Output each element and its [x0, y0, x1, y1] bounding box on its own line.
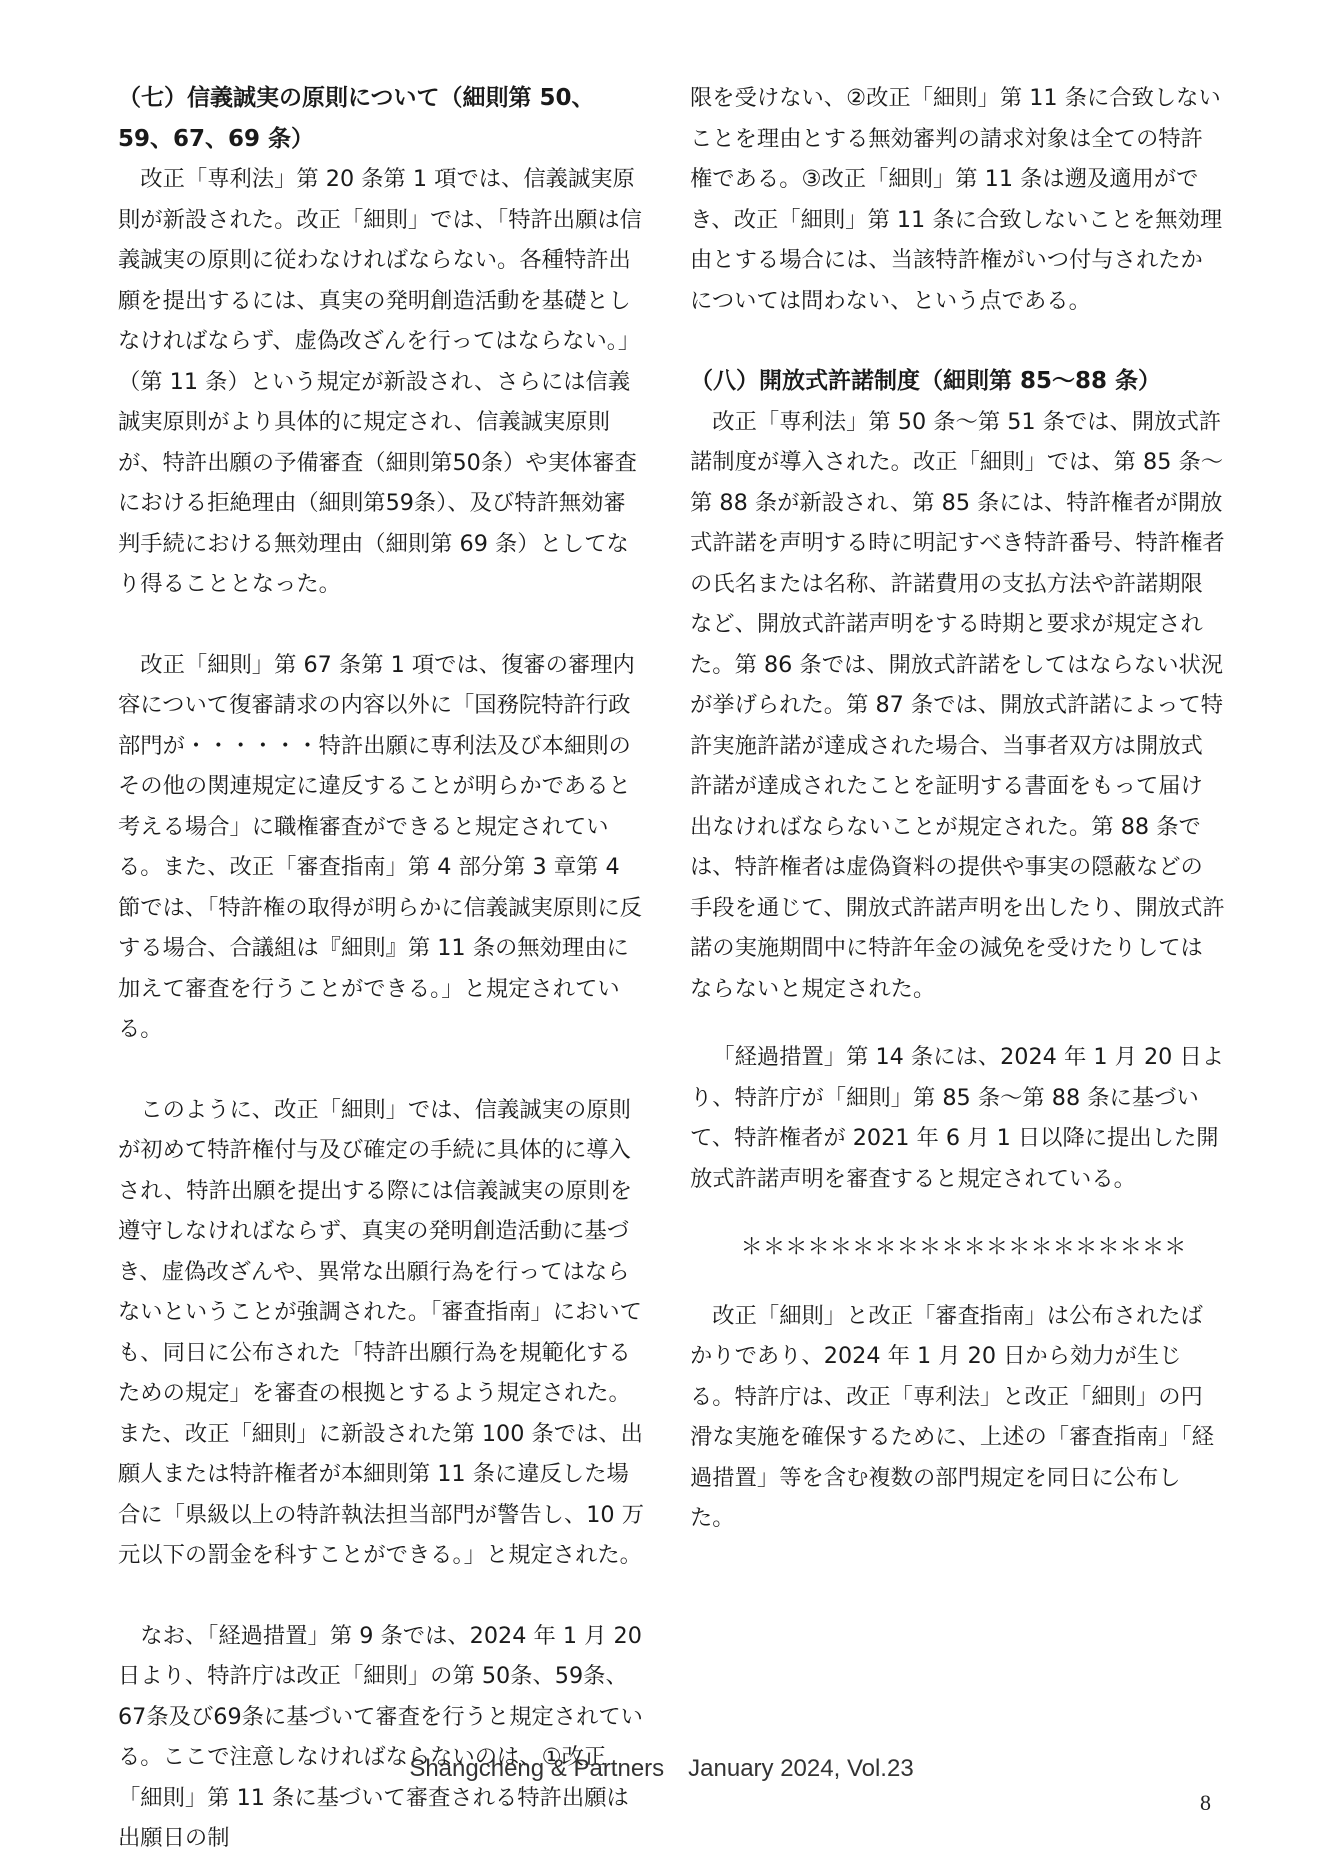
continued-paragraph: 限を受けない、②改正「細則」第 11 条に合致しないことを理由とする無効審判の請求対象は全ての特許権である。③改正「細則」第 11 条は遡及適用ができ、改正「細則」第 11 条に合致しないことを無効理由とする場合には、当該特許権がいつ付与されたかについては問わない、という点である。	[690, 85, 1223, 314]
paragraph: 「経過措置」第 14 条には、2024 年 1 月 20 日より、特許庁が「細則」第 85 条～第 88 条に基づいて、特許権者が 2021 年 6 月 1 日以降に提出した開放式許諾声明を審査すると規定されている。	[690, 1044, 1225, 1192]
paragraph: 改正「専利法」第 20 条第 1 項では、信義誠実原則が新設された。改正「細則」では、「特許出願は信義誠実の原則に従わなければならない。各種特許出願を提出するには、真実の発明創造活動を基礎としなければならず、虚偽改ざんを行ってはならない。」（第 11 条）という規定が新設され、さらには信義誠実原則がより具体的に規定され、信義誠実原則が、特許出願の予備審査（細則第50条）や実体審査における拒絶理由（細則第59条）、及び特許無効審判手続における無効理由（細則第 69 条）としてなり得ることとなった。	[118, 166, 642, 597]
paragraph: なお、「経過措置」第 9 条では、2024 年 1 月 20 日より、特許庁は改正「細則」の第 50条、59条、67条及び69条に基づいて審査を行うと規定されている。ここで注意しなければならないのは、①改正「細則」第 11 条に基づいて審査される特許出願は出願日の制	[118, 1622, 643, 1851]
section-heading-8: （八）開放式許諾制度（細則第 85～88 条）	[690, 368, 1162, 394]
closing-paragraph: 改正「細則」と改正「審査指南」は公布されたばかりであり、2024 年 1 月 20 日から効力が生じる。特許庁は、改正「専利法」と改正「細則」の円滑な実施を確保するために、上述の「審査指南」「経過措置」等を含む複数の部門規定を同日に公布した。	[690, 1302, 1214, 1531]
paragraph: 改正「細則」第 67 条第 1 項では、復審の審理内容について復審請求の内容以外に「国務院特許行政部門が・・・・・・特許出願に専利法及び本細則のその他の関連規定に違反することが明らかであると考える場合」に職権審査ができると規定されている。また、改正「審査指南」第 4 部分第 3 章第 4 節では、「特許権の取得が明らかに信義誠実原則に反する場合、合議組は『細則』第 11 条の無効理由に加えて審査を行うことができる。」と規定されている。	[118, 651, 642, 1042]
separator-stars: ＊＊＊＊＊＊＊＊＊＊＊＊＊＊＊＊＊＊＊＊	[740, 1234, 1187, 1260]
paragraph: このように、改正「細則」では、信義誠実の原則が初めて特許権付与及び確定の手続に具体的に導入され、特許出願を提出する際には信義誠実の原則を遵守しなければならず、真実の発明創造活動に基づき、虚偽改ざんや、異常な出願行為を行ってはならないということが強調された。「審査指南」においても、同日に公布された「特許出願行為を規範化するための規定」を審査の根拠とするよう規定された。また、改正「細則」に新設された第 100 条では、出願人または特許権者が本細則第 11 条に違反した場合に「県級以上の特許執法担当部門が警告し、10 万元以下の罰金を科すことができる。」と規定された。	[118, 1096, 644, 1568]
left-column	[118, 78, 648, 1859]
paragraph: 改正「専利法」第 50 条～第 51 条では、開放式許諾制度が導入された。改正「細則」では、第 85 条～第 88 条が新設され、第 85 条には、特許権者が開放式許諾を声明する時に明記すべき特許番号、特許権者の氏名または名称、許諾費用の支払方法や許諾期限など、開放式許諾声明をする時期と要求が規定された。第 86 条では、開放式許諾をしてはならない状況が挙げられた。第 87 条では、開放式許諾によって特許実施許諾が達成された場合、当事者双方は開放式許諾が達成されたことを証明する書面をもって届け出なければならないことが規定された。第 88 条では、特許権者は虚偽資料の提供や事実の隠蔽などの手段を通じて、開放式許諾声明を出したり、開放式許諾の実施期間中に特許年金の減免を受けたりしてはならないと規定された。	[690, 408, 1225, 1002]
page-number: 8	[1200, 1790, 1211, 1815]
footer-publication: Shangcheng & Partners January 2024, Vol.23	[409, 1755, 914, 1782]
section-heading-7: （七）信義誠実の原則について（細則第 50、59、67、69 条）	[118, 85, 595, 152]
right-column	[690, 78, 1225, 1539]
